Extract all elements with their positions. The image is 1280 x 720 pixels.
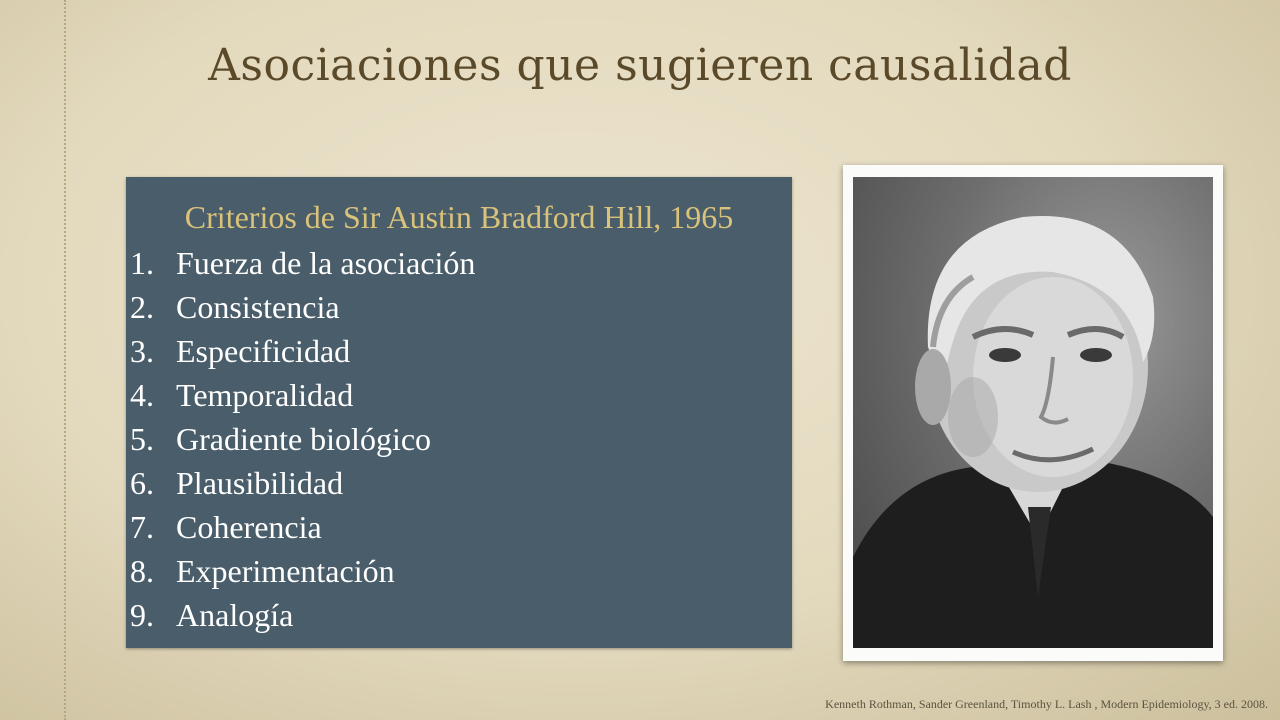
item-number: 2. [130,289,154,325]
item-number: 9. [130,597,154,633]
item-number: 1. [130,245,154,281]
binding-line [64,0,66,720]
citation: Kenneth Rothman, Sander Greenland, Timothy L. Lash , Modern Epidemiology, 3 ed. 2008. [825,697,1268,711]
criteria-panel [126,177,792,648]
item-label: Fuerza de la asociación [176,245,476,281]
portrait-photo [853,177,1213,648]
item-number: 7. [130,509,154,545]
item-label: Plausibilidad [176,465,344,501]
item-label: Consistencia [176,289,340,325]
item-number: 8. [130,553,154,589]
item-number: 5. [130,421,154,457]
item-label: Coherencia [176,509,322,545]
photo-frame [843,165,1223,661]
item-label: Temporalidad [176,377,354,413]
item-label: Especificidad [176,333,351,369]
item-number: 6. [130,465,154,501]
item-label: Experimentación [176,553,395,589]
panel-heading: Criterios de Sir Austin Bradford Hill, 1965 [184,199,734,235]
item-label: Analogía [176,597,294,633]
portrait-illustration [853,177,1213,648]
slide-title: Asociaciones que sugieren causalidad [208,40,1072,91]
item-number: 4. [130,377,154,413]
item-label: Gradiente biológico [176,421,432,457]
item-number: 3. [130,333,154,369]
